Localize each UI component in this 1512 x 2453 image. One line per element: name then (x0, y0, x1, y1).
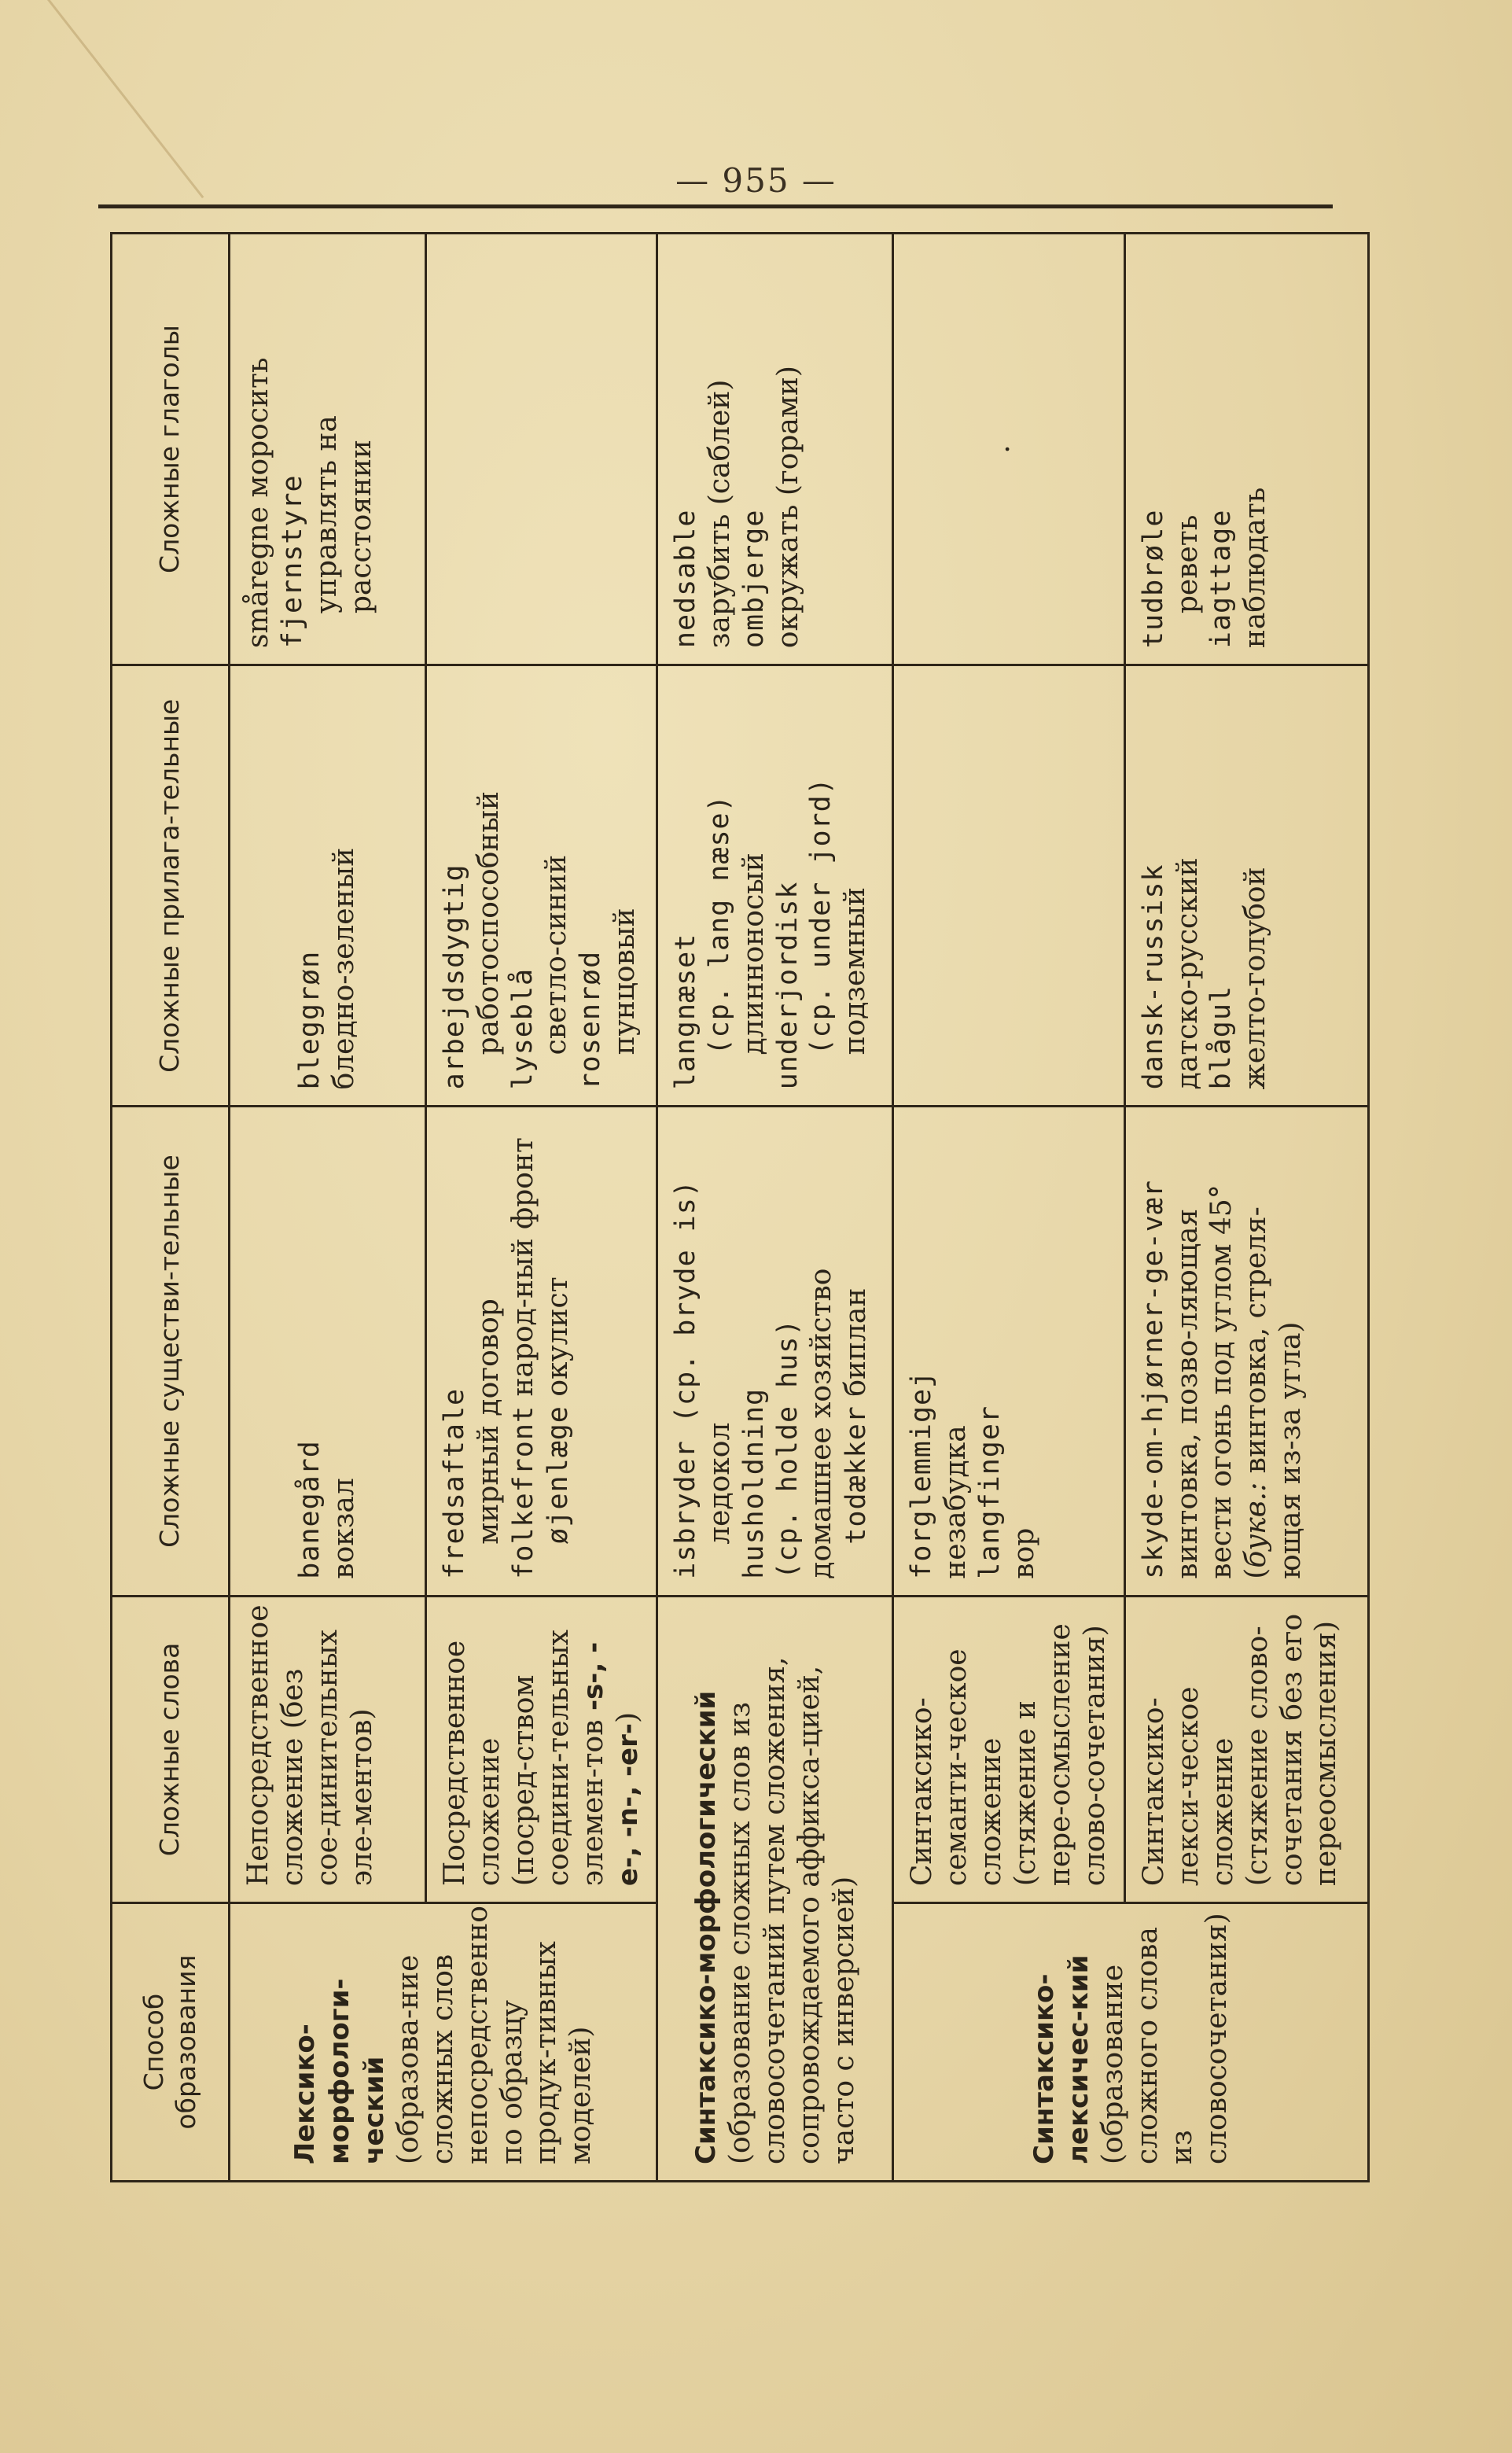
noun-translation-1-literal: букв.: (1240, 1482, 1273, 1568)
header-method: Способ образования (112, 1903, 230, 2182)
noun-example-3: øjenlæge (542, 1405, 574, 1545)
verb-cell-syntlex-2 (1124, 234, 1368, 665)
adj-example-2: lyseblå (506, 967, 539, 1090)
verb-cell-lexmorph-1 (230, 234, 426, 665)
top-rule (98, 204, 1333, 208)
adj-translation-1: длинноносый (737, 853, 770, 1055)
noun-example-2: husholdning (738, 1387, 771, 1579)
noun-compare-2: (ср. holde hus) (771, 1318, 804, 1579)
adj-example-1: langnæset (670, 933, 702, 1090)
compound-words-table (110, 232, 1370, 2182)
adj-example: bleggrøn (294, 950, 326, 1090)
adj-cell-syntmorph (657, 665, 893, 1107)
method-syntmorph-desc: (образование сложных слов из словосочетаний путем сложения, сопровождаемого аффикса-цией, часто с инверсией) (724, 1656, 860, 2164)
table-row-syntlex-1 (893, 234, 1124, 2182)
verb-cell-lexmorph-2-empty (426, 234, 657, 665)
noun-translation-2: вор (1007, 1527, 1040, 1579)
verb-cell-syntlex-1 (893, 234, 1124, 665)
adj-translation-2: желто-голубой (1239, 867, 1272, 1090)
verb-translation-1: реветь (1171, 514, 1204, 614)
verb-example-1: nedsable (670, 509, 702, 649)
method-lexmorph (230, 1903, 657, 2182)
verb-translation-2: наблюдать (1239, 487, 1272, 649)
header-row (112, 234, 230, 2182)
noun-cell-lexmorph-2 (426, 1107, 657, 1596)
verb-example-1: tudbrøle (1137, 509, 1169, 649)
noun-translation-1a: винтовка, позво-ляющая вести огонь под углом 45° ( (1171, 1184, 1273, 1579)
verb-translation-1: зарубить (саблей) (704, 379, 737, 649)
rotated-table-container (110, 232, 1360, 2182)
adj-translation-2: подземный (839, 886, 872, 1055)
noun-cell-syntlex-1 (893, 1107, 1124, 1596)
adj-example-2: blågul (1205, 985, 1238, 1090)
method-syntlex-desc: (образование сложного слова из словосочетания) (1097, 1913, 1233, 2164)
noun-translation-1b: винтовка, стреля-ющая из-за угла) (1240, 1206, 1308, 1579)
noun-translation-3: окулист (541, 1276, 574, 1397)
type-syntlexical: Синтаксико-лекси-ческое сложение (стяжение слово-сочетания без его переосмысления) (1124, 1596, 1368, 1902)
header-nouns: Сложные существи-тельные (112, 1107, 230, 1596)
adj-cell-syntlex-1-empty (893, 665, 1124, 1107)
verb-example-1: småregne моросить (242, 357, 274, 649)
noun-example-1: forglemmigej (906, 1370, 938, 1579)
adj-cell-lexmorph-1 (230, 665, 426, 1107)
method-syntmorph-bold: Синтаксико-морфологический (690, 1690, 723, 2164)
header-verbs: Сложные глаголы (112, 234, 230, 665)
table-row-syntlex-2 (1124, 234, 1368, 2182)
noun-example-1: fredsaftale (439, 1387, 470, 1579)
noun-translation-1: незабудка (940, 1425, 973, 1579)
method-lexmorph-desc: (образова-ние сложных слов непосредственно по образцу продук-тивных моделей) (392, 1906, 598, 2164)
table-row-lexmorph-1 (230, 234, 426, 2182)
adj-example-1: dansk-russisk (1137, 864, 1169, 1090)
table-row-lexmorph-2 (426, 234, 657, 2182)
noun-cell-syntmorph (657, 1107, 893, 1596)
adj-compare-2: (ср. under jord) (805, 777, 837, 1055)
verb-translation-2: окружать (горами) (771, 366, 804, 649)
noun-translation-1: мирный договор (472, 1298, 505, 1545)
adj-translation-1: датско-русский (1171, 857, 1204, 1090)
method-syntmorph (657, 1596, 893, 2181)
header-compound-words: Сложные слова (112, 1596, 230, 1902)
verb-cell-syntmorph (657, 234, 893, 665)
adj-cell-lexmorph-2 (426, 665, 657, 1107)
method-lexmorph-bold: Лексико-морфологи-ческий (289, 1978, 390, 2164)
adj-translation-1: работоспособный (472, 790, 505, 1055)
method-syntlex-bold: Синтаксико-лексичес-кий (1028, 1954, 1095, 2164)
noun-translation-2: домашнее хозяйство (805, 1268, 838, 1579)
type-syntsemantic: Синтаксико-семанти-ческое сложение (стяжение и пере-осмысление слово-сочетания) (893, 1596, 1124, 1902)
verb-translation-2: управлять на расстоянии (310, 415, 377, 614)
adj-translation-3: пунцовый (608, 908, 641, 1055)
noun-translation-2: народ-ный фронт (506, 1137, 539, 1397)
noun-example: banegård (294, 1440, 326, 1579)
noun-example-1: skyde-om-hjørner-ge-vær (1137, 1180, 1169, 1579)
noun-translation: вокзал (327, 1478, 360, 1579)
type-indirect-text: Посредственное сложение (посред-ством соедини-тельных элемен-тов (439, 1630, 609, 1887)
adj-translation-2: светло-синий (540, 854, 573, 1055)
type-indirect-elements: -s-, -e-, -n-, -er- (577, 1641, 644, 1887)
adj-cell-syntlex-2 (1124, 665, 1368, 1107)
noun-example-1: isbryder (ср. bryde is) (670, 1180, 702, 1579)
adj-example-2: underjordisk (771, 881, 804, 1090)
noun-example-3: todækker (841, 1405, 873, 1545)
table-row-syntmorph (657, 234, 893, 2182)
noun-translation-3: биплан (840, 1287, 873, 1397)
header-adjectives: Сложные прилага-тельные (112, 665, 230, 1107)
type-indirect-end: ) (611, 1711, 644, 1723)
verb-example-2: ombjerge (738, 509, 771, 649)
type-indirect-compounding (426, 1596, 657, 1902)
type-direct-compounding: Непосредственное сложение (без сое-динительных эле-ментов) (230, 1596, 426, 1902)
noun-cell-syntlex-2 (1124, 1107, 1368, 1596)
noun-translation-1: ледокол (704, 1422, 737, 1545)
verb-dot-mark: · (992, 444, 1025, 454)
noun-cell-lexmorph-1 (230, 1107, 426, 1596)
page-number: — 955 — (675, 161, 837, 200)
verb-example-2: iagttage (1205, 509, 1238, 649)
adj-example-1: arbejdsdygtig (439, 864, 470, 1090)
noun-example-2: folkefront (507, 1405, 539, 1579)
adj-compare-1: (ср. lang næse) (704, 794, 736, 1055)
method-syntlex (893, 1903, 1368, 2182)
noun-example-2: langfinger (974, 1405, 1006, 1579)
adj-translation: бледно-зеленый (327, 847, 360, 1090)
adj-example-3: rosenrød (575, 950, 607, 1090)
verb-example-2: fjernstyre (276, 474, 308, 649)
